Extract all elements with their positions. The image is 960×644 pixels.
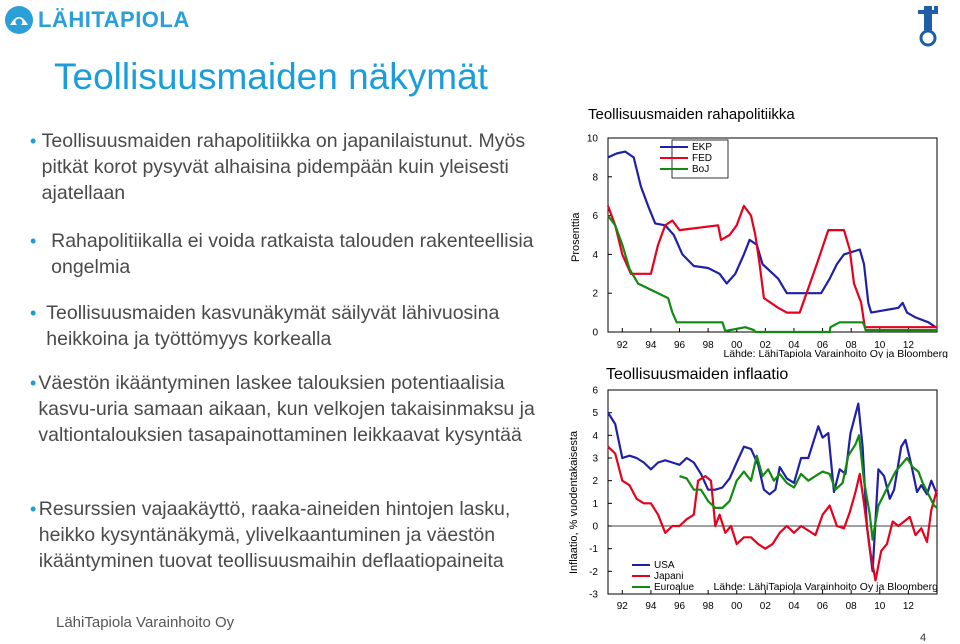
legend-label: Japani — [654, 571, 684, 582]
y-tick-label: 6 — [592, 385, 598, 397]
bullet-dot: • — [30, 303, 37, 323]
x-tick-label: 06 — [817, 340, 829, 351]
x-tick-label: 02 — [759, 340, 771, 351]
y-tick-label: 1 — [592, 498, 598, 510]
x-tick-label: 92 — [616, 340, 628, 351]
x-tick-label: 04 — [788, 601, 800, 612]
y-tick-label: 2 — [592, 288, 598, 300]
bullet-text: Rahapolitiikalla ei voida ratkaista talouden rakenteellisia ongelmia — [51, 230, 534, 278]
legend — [632, 560, 694, 593]
chart-source: Lähde: LähiTapiola Varainhoito Oy ja Bloomberg — [713, 581, 938, 593]
inflation-chart — [580, 382, 950, 614]
x-tick-label: 02 — [759, 601, 771, 612]
legend-label: USA — [654, 560, 675, 571]
x-tick-label: 00 — [731, 340, 743, 351]
x-tick-label: 10 — [874, 340, 886, 351]
x-tick-label: 96 — [673, 601, 686, 612]
series-line-ekp — [608, 152, 937, 328]
page-title: Teollisuusmaiden näkymät — [54, 56, 488, 97]
sun-logo-icon — [4, 5, 34, 35]
x-tick-label: 06 — [817, 601, 829, 612]
legend — [660, 140, 728, 178]
y-tick-label: 4 — [592, 249, 598, 261]
x-tick-label: 94 — [645, 601, 657, 612]
legend-label: FED — [692, 153, 712, 164]
y-axis-label: Inflaatio, % vuodentakaisesta — [568, 430, 580, 574]
x-tick-label: 12 — [902, 340, 914, 351]
x-tick-label: 10 — [874, 601, 886, 612]
bullet-text: Teollisuusmaiden kasvunäkymät säilyvät lähivuosina heikkoina ja työttömyys korkealla — [46, 302, 500, 350]
y-tick-label: 0 — [592, 521, 598, 533]
series-line-euroalue — [680, 435, 938, 539]
chart-title: Teollisuusmaiden rahapolitiikka — [588, 106, 795, 123]
x-tick-label: 98 — [702, 601, 714, 612]
bullet-item — [30, 496, 550, 574]
y-tick-label: 5 — [592, 408, 598, 420]
y-tick-label: 10 — [586, 133, 598, 145]
y-tick-label: -2 — [589, 566, 598, 578]
bullet-item — [30, 128, 550, 206]
bullet-dot: • — [30, 499, 37, 519]
logo-text: LÄHITAPIOLA — [38, 7, 190, 32]
bullet-dot: • — [30, 373, 37, 393]
y-tick-label: 4 — [592, 430, 598, 442]
y-tick-label: -1 — [589, 544, 598, 556]
bullet-text: Resurssien vajaakäyttö, raaka-aineiden hintojen lasku, heikko kysyntänäkymä, ylivelkaantuminen ja väestön ikääntyminen tuovat teollisuusmaihin deflaatiopaineita — [38, 498, 511, 572]
y-tick-label: 0 — [592, 327, 598, 339]
bullet-item — [30, 228, 550, 280]
bullet-item — [30, 300, 550, 352]
legend-label: EKP — [692, 142, 713, 153]
footer-text: LähiTapiola Varainhoito Oy — [56, 614, 235, 631]
x-tick-label: 00 — [731, 601, 743, 612]
x-tick-label: 04 — [788, 340, 800, 351]
bullet-text: Väestön ikääntyminen laskee talouksien potentiaalisia kasvu-uria samaan aikaan, kun velkojen takaisinmaksu ja valtiontalouksien tasapainottaminen leikkaavat kysyntää — [38, 372, 535, 446]
x-tick-label: 94 — [645, 340, 657, 351]
legend-label: BoJ — [692, 164, 710, 175]
x-tick-label: 12 — [902, 601, 914, 612]
y-tick-label: 2 — [592, 476, 598, 488]
y-tick-label: 8 — [592, 172, 598, 184]
x-tick-label: 96 — [673, 340, 686, 351]
chart-source: Lähde: LähiTapiola Varainhoito Oy ja Bloomberg — [723, 348, 948, 358]
chart-title: Teollisuusmaiden inflaatio — [606, 366, 789, 383]
y-tick-label: 3 — [592, 453, 598, 465]
policy-rate-chart — [580, 128, 950, 358]
bullet-text: Teollisuusmaiden rahapolitiikka on japanilaistunut. Myös pitkät korot pysyvät alhaisina pidempään kuin yleisesti ajatellaan — [41, 130, 526, 204]
key-logo-icon — [916, 2, 956, 48]
legend-label: Euroalue — [654, 582, 695, 593]
x-tick-label: 98 — [702, 340, 714, 351]
page-number: 4 — [920, 632, 927, 644]
x-tick-label: 92 — [616, 601, 628, 612]
x-tick-label: 08 — [845, 601, 857, 612]
y-axis-label: Prosenttia — [570, 212, 582, 262]
x-tick-label: 08 — [845, 340, 857, 351]
bullet-dot: • — [30, 231, 37, 251]
y-tick-label: -3 — [589, 589, 598, 601]
bullet-item — [30, 370, 550, 448]
brand-logo — [4, 4, 190, 36]
y-tick-label: 6 — [592, 211, 598, 223]
bullet-dot: • — [30, 131, 37, 151]
